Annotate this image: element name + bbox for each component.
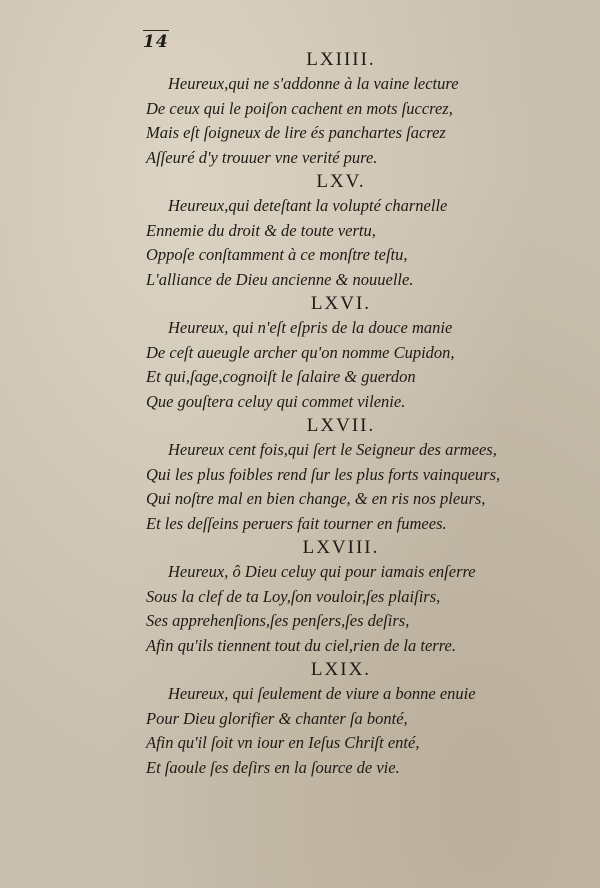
stanza-title: LXIIII. xyxy=(306,49,376,70)
stanza-69 xyxy=(146,658,556,780)
stanza-65 xyxy=(146,170,556,292)
verse-line: Et ſaoule ſes deſirs en la ſource de vie. xyxy=(146,757,400,777)
verse-line: Et les deſſeins peruers fait tourner en fumees. xyxy=(146,513,447,533)
verse-line: Heureux, qui n'eſt eſpris de la douce manie xyxy=(168,318,453,337)
verse-line: Ses apprehenſions,ſes penſers,ſes deſirs, xyxy=(146,611,410,630)
stanza-68 xyxy=(146,536,556,658)
verse-line: Aſſeuré d'y trouuer vne verité pure. xyxy=(146,147,378,167)
verse-line: Et qui,ſage,cognoiſt le ſalaire & guerdon xyxy=(146,367,416,386)
verse-line: Heureux, qui ſeulement de viure a bonne enuie xyxy=(168,684,476,703)
stanza-title: LXVI. xyxy=(310,293,372,314)
poem xyxy=(146,48,556,780)
verse-line: Afin qu'il ſoit vn iour en Ieſus Chriſt enté, xyxy=(146,733,420,752)
stanza-67 xyxy=(146,414,556,536)
verse-line: Qui noſtre mal en bien change, & en ris nos pleurs, xyxy=(146,489,486,508)
verse-line: Ennemie du droit & de toute vertu, xyxy=(146,220,376,240)
verse-line: Pour Dieu glorifier & chanter ſa bonté, xyxy=(146,708,408,728)
verse-line: Heureux cent fois,qui ſert le Seigneur des armees, xyxy=(168,440,497,459)
stanza-title: LXV. xyxy=(316,171,366,192)
stanza-title: LXVIII. xyxy=(302,537,380,558)
stanza-66 xyxy=(146,292,556,414)
verse-line: Afin qu'ils tiennent tout du ciel,rien de la terre. xyxy=(146,635,456,655)
verse-line: Oppoſe conſtamment à ce monſtre teſtu, xyxy=(146,245,408,264)
verse-line: De ceſt aueugle archer qu'on nomme Cupidon, xyxy=(146,342,455,362)
verse-line: Qui les plus foibles rend ſur les plus forts vainqueurs, xyxy=(146,464,501,484)
page-number: 14 xyxy=(143,32,169,52)
stanza-title: LXVII. xyxy=(306,415,376,436)
verse-line: Heureux,qui ne s'addonne à la vaine lecture xyxy=(168,74,459,93)
verse-line: Heureux, ô Dieu celuy qui pour iamais enſerre xyxy=(168,562,476,581)
stanza-title: LXIX. xyxy=(310,659,372,680)
verse-line: Heureux,qui deteſtant la volupté charnelle xyxy=(168,196,448,215)
verse-line: Mais eſt ſoigneux de lire és panchartes ſacrez xyxy=(146,123,446,142)
verse-line: De ceux qui le poiſon cachent en mots ſuccrez, xyxy=(146,98,453,118)
verse-line: L'alliance de Dieu ancienne & nouuelle. xyxy=(146,269,414,289)
verse-line: Sous la clef de ta Loy,ſon vouloir,ſes plaiſirs, xyxy=(146,586,441,606)
stanza-64 xyxy=(146,48,556,170)
verse-line: Que gouſtera celuy qui commet vilenie. xyxy=(146,391,406,411)
